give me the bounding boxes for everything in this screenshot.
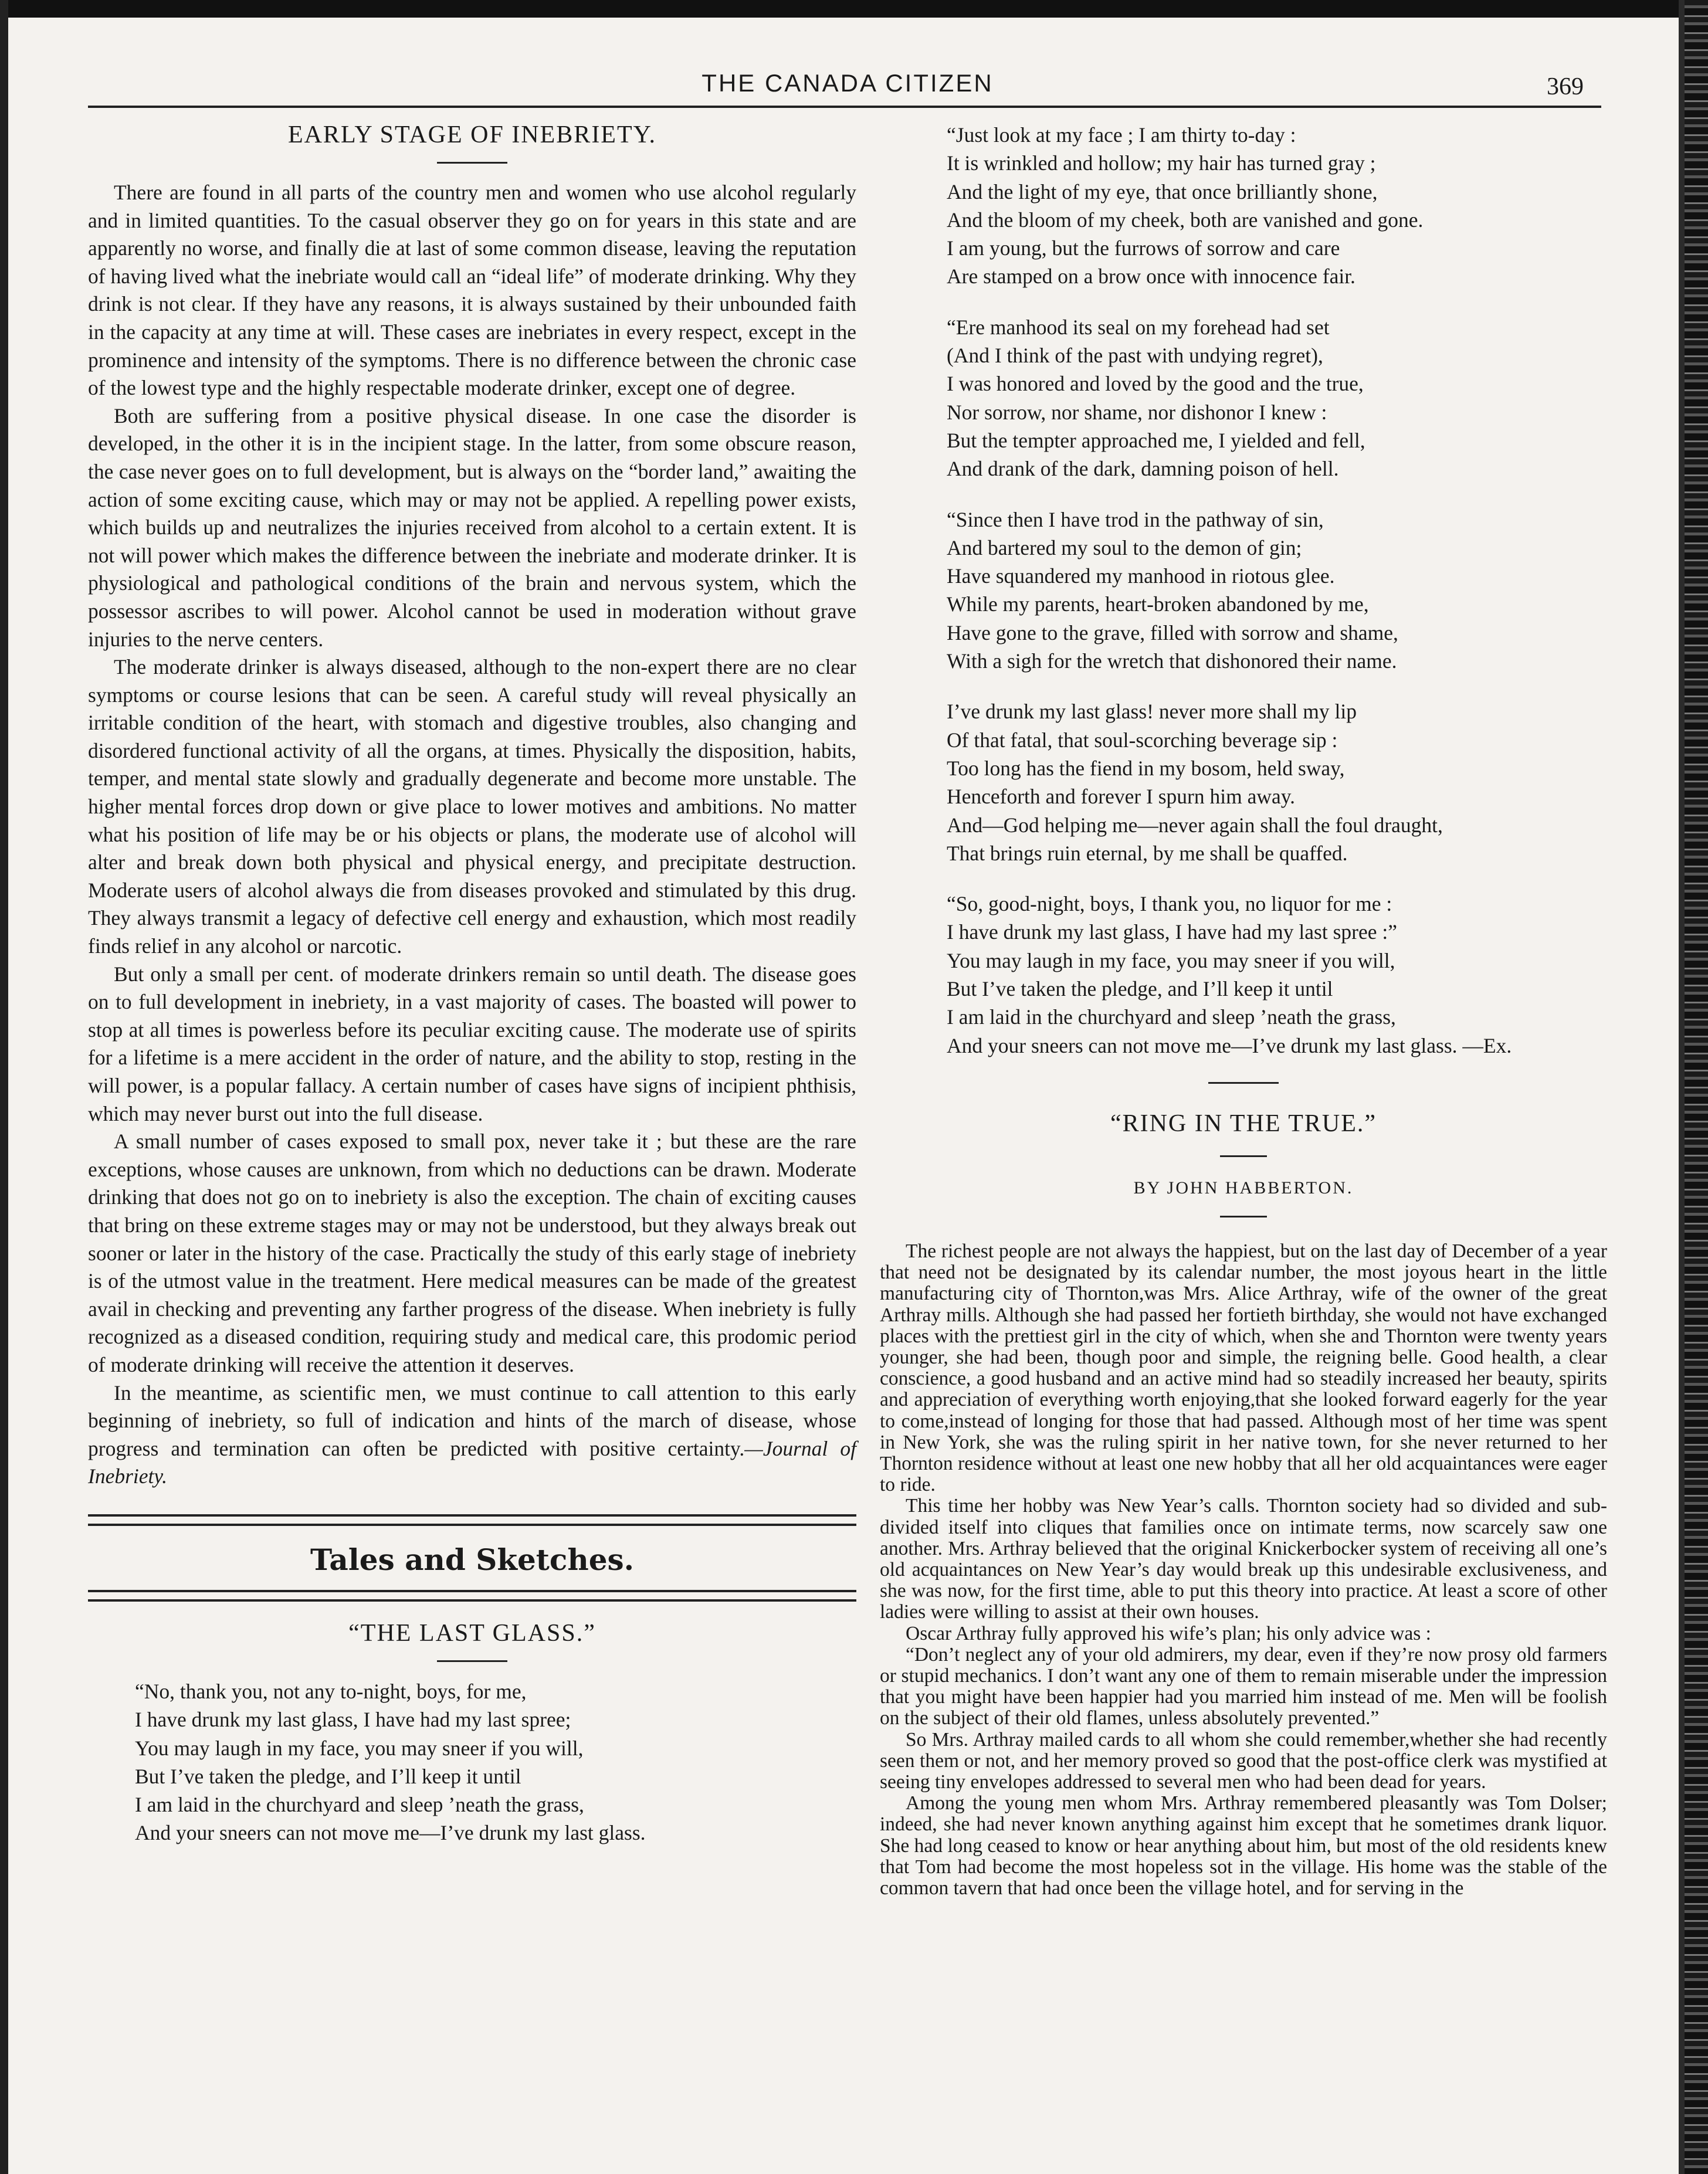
poem-line: “So, good-night, boys, I thank you, no liquor for me : — [947, 892, 1392, 916]
poem-line: “Ere manhood its seal on my forehead had set — [947, 315, 1330, 339]
poem-line: I am laid in the churchyard and sleep ’neath the grass, — [135, 1793, 584, 1817]
section-rule-top — [88, 1514, 856, 1526]
page-header — [88, 69, 1607, 104]
poem-line: And drank of the dark, damning poison of hell. — [947, 457, 1339, 481]
scan-top-edge — [0, 0, 1708, 18]
poem-line: And the light of my eye, that once brilliantly shone, — [947, 179, 1378, 204]
section-rule-bottom — [88, 1590, 856, 1602]
scan-right-edge — [1685, 0, 1708, 2174]
scan-right-shadow — [1679, 0, 1685, 2174]
poem-line: And the bloom of my cheek, both are vanished and gone. — [947, 208, 1424, 232]
poem-line: While my parents, heart-broken abandoned by me, — [947, 592, 1369, 616]
poem-line: I have drunk my last glass, I have had my last spree :” — [947, 920, 1397, 944]
story-paragraph: The richest people are not always the happiest, but on the last day of December of a year that need not be designated by its calendar number, the most joyous heart in the little manufacturing city of Thornton,was Mrs. Alice Arthray, wife of the owner of the great Arthray mills. Although she had passed her fortieth birthday, she would not have exchanged places with the prettiest girl in the city of which, when she and Thornton were twenty years younger, she had been, though poor and simple, the reigning belle. Good health, a clear conscience, a good husband and an active mind had so steadily increased her beauty, spirits and appreciation of everything worth enjoying,that she looked forward eagerly for the year to come,instead of longing for those that had passed. Although most of her time was spent in New York, she was the ruling spirit in her native town, for she never returned to her Thornton residence without at least one new hobby that all her old acquaintances were eager to ride. — [880, 1240, 1607, 1496]
story-byline: BY JOHN HABBERTON. — [1133, 1178, 1354, 1198]
article-paragraph: A small number of cases exposed to small pox, never take it ; but these are the rare exceptions, whose causes are unknown, from which no deductions can be drawn. Moderate drinking that does not go on to inebriety is also the exception. The chain of exciting causes that bring on these extreme stages may or may not be understood, but they always break out sooner or later in the history of the case. Practically the study of this early stage of inebriety is of the utmost value in the treatment. Here medical measures can be made of the greatest avail in checking and preventing any farther progress of the disease. When inebriety is fully recognized as a diseased condition, requiring study and medical care, this prodomic period of moderate drinking will receive the attention it deserves. — [88, 1130, 856, 1376]
poem-title: “THE LAST GLASS.” — [348, 1619, 596, 1647]
poem-line: I’ve drunk my last glass! never more shall my lip — [947, 700, 1357, 724]
poem-end-rule — [1208, 1082, 1279, 1084]
poem-line: Of that fatal, that soul-scorching beverage sip : — [947, 728, 1338, 752]
poem-line: “Just look at my face ; I am thirty to-day : — [947, 123, 1296, 147]
poem-line: I have drunk my last glass, I have had my last spree; — [135, 1708, 571, 1732]
story-title: “RING IN THE TRUE.” — [1110, 1110, 1377, 1137]
story-body — [880, 1241, 1607, 1899]
header-rule — [88, 106, 1601, 108]
left-column — [88, 121, 856, 1847]
byline-rule — [1220, 1216, 1267, 1217]
poem-line: Are stamped on a brow once with innocence fair. — [947, 264, 1355, 289]
poem-line: It is wrinkled and hollow; my hair has turned gray ; — [947, 151, 1376, 175]
story-title-rule — [1220, 1155, 1267, 1157]
poem-stanza — [947, 506, 1607, 676]
poem-stanza — [947, 697, 1607, 867]
poem-line: But I’ve taken the pledge, and I’ll keep it until — [947, 977, 1333, 1001]
story-paragraph: Oscar Arthray fully approved his wife’s plan; his only advice was : — [906, 1622, 1431, 1644]
poem-line: Have gone to the grave, filled with sorrow and shame, — [947, 620, 1398, 645]
poem-opening-stanza — [88, 1677, 856, 1847]
poem-line: With a sigh for the wretch that dishonored their name. — [947, 649, 1397, 673]
article-title: EARLY STAGE OF INEBRIETY. — [287, 121, 657, 148]
poem-line: Have squandered my manhood in riotous glee. — [947, 564, 1335, 588]
poem-line: I was honored and loved by the good and the true, — [947, 372, 1364, 396]
poem-line: And bartered my soul to the demon of gin; — [947, 535, 1302, 559]
page-number: 369 — [1547, 73, 1584, 100]
story-paragraph: So Mrs. Arthray mailed cards to all whom she could remember,whether she had recently seen them or not, and her memory proved so good that the post-office clerk was mystified at seeing tiny envelopes addressed to several men who had been dead for years. — [880, 1728, 1607, 1793]
poem-line: Too long has the fiend in my bosom, held sway, — [947, 756, 1345, 780]
newspaper-title: THE CANADA CITIZEN — [702, 69, 994, 97]
article-last-text: In the meantime, as scientific men, we must continue to call attention to this early beginning of inebriety, so full of indication and hints of the march of disease, whose progress and termination can often be predicted with positive certainty. — [88, 1381, 856, 1460]
article-paragraph: Both are suffering from a positive physical disease. In one case the disorder is developed, in the other it is in the incipient stage. In the latter, from some obscure reason, the case never goes on to full development, but is always on the “border land,” awaiting the action of some exciting cause, which may or may not be applied. A repelling power exists, which builds up and neutralizes the injuries received from alcohol to a certain extent. It is not will power which makes the difference between the inebriate and moderate drinker. It is physiological and pathological conditions of the brain and nervous system, which the possessor ascribes to will power. Alcohol cannot be used in moderation without grave injuries to the nerve centers. — [88, 403, 856, 651]
poem-continuation — [880, 121, 1607, 1060]
poem-line: (And I think of the past with undying regret), — [947, 344, 1323, 368]
poem-line: That brings ruin eternal, by me shall be quaffed. — [947, 841, 1348, 865]
article-paragraph: The moderate drinker is always diseased, although to the non-expert there are no clear symptoms or course lesions that can be seen. A careful study will reveal physically an irritable condition of the heart, with stomach and digestive troubles, also changing and disordered functional activity of all the organs, at times. Physically the disposition, habits, temper, and mental state slowly and gradually degenerate and become more unstable. The higher mental forces drop down or give place to lower motives and ambitions. No matter what his position of life may be or his objects or plans, the moderate use of alcohol will alter and break down both physical and physical energy, and precipitate destruction. Moderate users of alcohol always die from diseases provoked and stimulated by this drug. They always transmit a legacy of defective cell energy and exhaustion, which most readily finds relief in any alcohol or narcotic. — [88, 655, 856, 958]
poem-line: I am laid in the churchyard and sleep ’neath the grass, — [947, 1005, 1396, 1029]
poem-stanza — [947, 313, 1607, 483]
poem-line: Nor sorrow, nor shame, nor dishonor I knew : — [947, 400, 1327, 424]
article-paragraph-last — [88, 1379, 856, 1491]
poem-line: “No, thank you, not any to-night, boys, for me, — [135, 1679, 527, 1703]
article-paragraph: But only a small per cent. of moderate drinkers remain so until death. The disease goes on to full development in inebriety, in a vast majority of cases. The boasted will power to stop at all times is powerless before its peculiar exciting cause. The moderate use of spirits for a lifetime is a mere accident in the order of nature, and the ability to stop, resting in the will power, is a popular fallacy. A certain number of cases have signs of incipient phthisis, which may never burst out into the full disease. — [88, 962, 856, 1125]
poem-line: I am young, but the furrows of sorrow and care — [947, 236, 1340, 260]
right-column — [880, 121, 1607, 1899]
poem-stanza — [947, 890, 1607, 1060]
poem-line: You may laugh in my face, you may sneer if you will, — [135, 1736, 584, 1760]
scan-left-edge — [0, 0, 8, 2174]
poem-line: And—God helping me—never again shall the foul draught, — [947, 813, 1443, 837]
poem-line: But I’ve taken the pledge, and I’ll keep it until — [135, 1764, 521, 1788]
poem-line: And your sneers can not move me—I’ve drunk my last glass. —Ex. — [947, 1033, 1512, 1057]
poem-line: But the tempter approached me, I yielded and fell, — [947, 428, 1365, 452]
poem-stanza — [947, 121, 1607, 291]
story-paragraph: This time her hobby was New Year’s calls. Thornton society had so divided and sub-divided itself into cliques that families once on intimate terms, now scarcely saw one another. Mrs. Arthray believed that the original Knickerbocker system of receiving all one’s old acquaintances on New Year’s day would break up this undesirable exclusiveness, and she was now, for the first time, able to put this theory into practice. At least a score of other ladies were willing to assist at their own houses. — [880, 1495, 1607, 1623]
story-paragraph: Among the young men whom Mrs. Arthray remembered pleasantly was Tom Dolser; indeed, she had never known anything against him except that he sometimes drank liquor. She had long ceased to know or hear anything about him, but most of the old residents knew that Tom had become the most hopeless sot in the village. His home was the stable of the common tavern that had once been the village hotel, and for serving in the — [880, 1792, 1607, 1899]
poem-line: And your sneers can not move me—I’ve drunk my last glass. — [135, 1821, 646, 1845]
poem-line: You may laugh in my face, you may sneer if you will, — [947, 948, 1395, 972]
title-rule — [437, 162, 507, 164]
poem-line: “Since then I have trod in the pathway of sin, — [947, 507, 1324, 531]
article-source: —Journal of Inebriety. — [88, 1436, 856, 1488]
section-heading: Tales and Sketches. — [310, 1542, 635, 1577]
poem-title-rule — [437, 1660, 507, 1662]
poem-line: Henceforth and forever I spurn him away. — [947, 785, 1296, 809]
story-paragraph: “Don’t neglect any of your old admirers, my dear, even if they’re now prosy old farmers or stupid mechanics. I don’t want any one of them to remain miserable under the impression that you might have been happier had you married him instead of me. Men will be foolish on the subject of their old flames, unless absolutely prevented.” — [880, 1643, 1607, 1729]
article-paragraph: There are found in all parts of the country men and women who use alcohol regularly and in limited quantities. To the casual observer they go on for years in this state and are apparently no worse, and finally die at last of some common disease, leaving the reputation of having lived what the inebriate would call an “ideal life” of moderate drinking. Why they drink is not clear. If they have any reasons, it is always sustained by their unbounded faith in the capacity at any time at will. These cases are inebriates in every respect, except in the prominence and intensity of the symptoms. There is no difference between the chronic case of the lowest type and the highly respectable moderate drinker, except one of degree. — [88, 181, 856, 400]
